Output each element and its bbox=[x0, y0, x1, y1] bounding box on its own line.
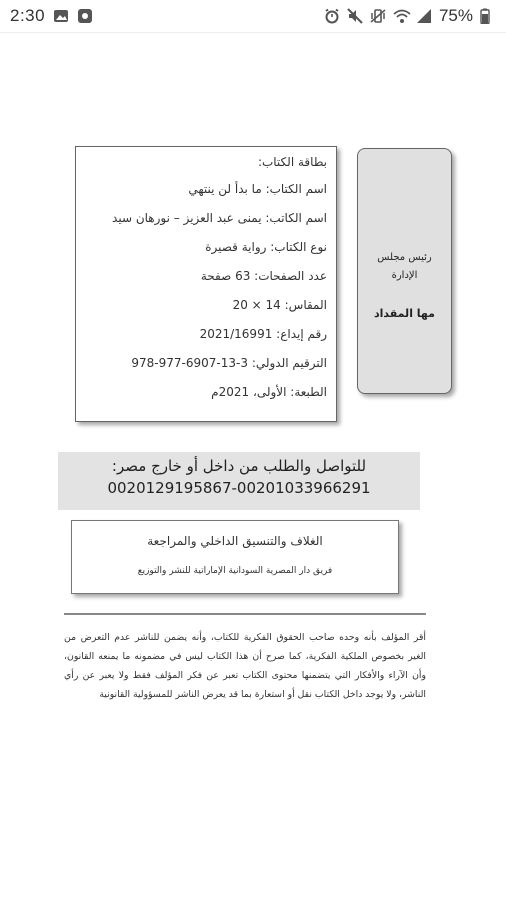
battery-percent: 75% bbox=[438, 6, 473, 25]
contact-phones: 0020129195867-00201033966291 bbox=[107, 479, 371, 497]
app-icon bbox=[77, 8, 93, 24]
book-card-title: بطاقة الكتاب: bbox=[257, 155, 327, 169]
book-isbn-line: الترقيم الدولي: 3-13-6907-977-978 bbox=[131, 356, 327, 370]
disclaimer-text: أقر المؤلف بأنه وحده صاحب الحقوق الفكرية للكتاب، وأنه يضمن للناشر عدم التعرض من الغير بخصوص الملكية الفكرية، كما صرح أن هذا الكتاب ليس في مضمونه ما يمنعه القانون، وأن الآراء والأفكار التي يتضمنها محتوى الكتاب تعبر عن فكر المؤلف فقط ولا يعبر عن رأي الناشر، ولا يوجد داخل الكتاب نقل أو استعارة بما قد يعرض الناشر للمسؤولية القانونية bbox=[64, 632, 426, 700]
book-author-line: اسم الكاتب: يمنى عبد العزيز – نورهان سيد bbox=[112, 211, 327, 225]
book-deposit-line: رقم إيداع: 2021/16991 bbox=[199, 327, 327, 341]
vibrate-icon bbox=[370, 8, 386, 24]
manager-name: مها المقداد bbox=[374, 307, 435, 320]
alarm-icon bbox=[324, 8, 340, 24]
clock: 2:30 bbox=[10, 6, 46, 25]
book-info-card bbox=[75, 146, 337, 422]
credits-box bbox=[71, 520, 399, 594]
status-bar-left bbox=[10, 6, 93, 26]
wifi-icon bbox=[393, 8, 409, 24]
divider bbox=[64, 613, 426, 615]
credits-heading: الغلاف والتنسيق الداخلي والمراجعة bbox=[147, 534, 323, 548]
image-icon bbox=[53, 8, 69, 24]
signal-icon bbox=[416, 8, 432, 24]
book-size-line: المقاس: 14 × 20 bbox=[232, 298, 327, 312]
book-type-line: نوع الكتاب: رواية قصيرة bbox=[205, 240, 327, 254]
book-pages-line: عدد الصفحات: 63 صفحة bbox=[200, 269, 327, 283]
status-bar-right bbox=[324, 6, 496, 26]
credits-team: فريق دار المصرية السودانية الإماراتية للنشر والتوزيع bbox=[137, 566, 333, 576]
mute-icon bbox=[347, 8, 363, 24]
contact-heading: للتواصل والطلب من داخل أو خارج مصر: bbox=[111, 457, 367, 475]
battery-icon bbox=[480, 8, 496, 24]
book-edition-line: الطبعة: الأولى، 2021م bbox=[211, 385, 327, 399]
contact-banner bbox=[58, 452, 420, 510]
manager-role: رئيس مجلس الإدارة bbox=[377, 252, 432, 281]
status-bar bbox=[0, 0, 506, 33]
book-title-line: اسم الكتاب: ما بدأ لن ينتهي bbox=[188, 182, 327, 196]
manager-card bbox=[357, 148, 452, 394]
